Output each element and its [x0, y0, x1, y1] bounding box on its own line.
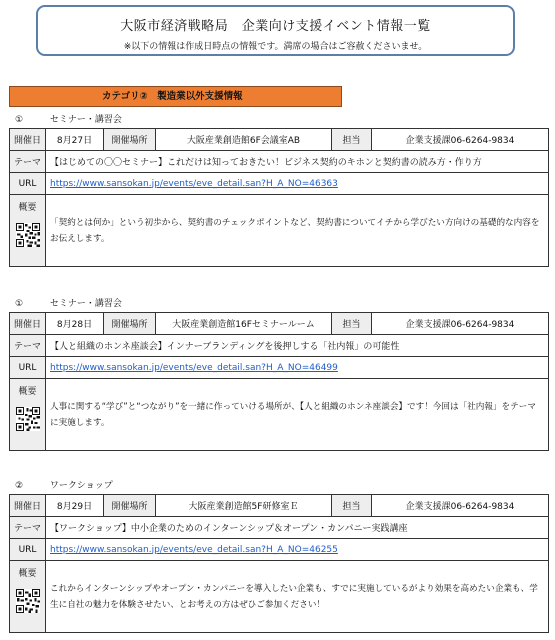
table-row [10, 313, 549, 335]
event-venue: 大阪産業創造館5F研修室Ｅ [156, 495, 332, 517]
table-row [10, 173, 549, 195]
event-url-link[interactable]: https://www.sansokan.jp/events/eve_detail.san?H_A_NO=46363 [50, 178, 338, 189]
event-card [9, 296, 549, 451]
event-date: 8月29日 [46, 495, 104, 517]
date-label: 開催日 [10, 495, 46, 517]
table-row [10, 129, 549, 151]
event-type: セミナー・講習会 [49, 115, 122, 125]
event-header [9, 112, 549, 128]
url-label: URL [10, 539, 46, 561]
event-venue: 大阪産業創造館16Fセミナールーム [156, 313, 332, 335]
table-row [10, 151, 549, 173]
date-label: 開催日 [10, 313, 46, 335]
event-type: セミナー・講習会 [49, 299, 122, 309]
venue-label: 開催場所 [104, 129, 156, 151]
event-date: 8月27日 [46, 129, 104, 151]
summary-label: 概要 [18, 569, 37, 579]
contact-label: 担当 [332, 495, 372, 517]
table-row [10, 539, 549, 561]
event-summary: これからインターンシップやオープン・カンパニーを導入したい企業も、すでに実施しているがより効果を高めたい企業も、学生に自社の魅力を体験させたい、とお考えの方はぜひご参加ください！ [46, 561, 549, 633]
event-header [9, 478, 549, 494]
event-table [9, 494, 549, 633]
table-row [10, 495, 549, 517]
event-theme: 【人と組織のホンネ座談会】インナーブランディングを後押しする「社内報」の可能性 [46, 335, 549, 357]
theme-label: テーマ [10, 335, 46, 357]
theme-label: テーマ [10, 151, 46, 173]
url-label: URL [10, 357, 46, 379]
contact-label: 担当 [332, 129, 372, 151]
event-table [9, 128, 549, 267]
table-row [10, 561, 549, 633]
event-header [9, 296, 549, 312]
table-row [10, 379, 549, 451]
event-theme: 【ワークショップ】中小企業のためのインターンシップ＆オープン・カンパニー実践講座 [46, 517, 549, 539]
theme-label: テーマ [10, 517, 46, 539]
event-card [9, 112, 549, 267]
url-label: URL [10, 173, 46, 195]
event-venue: 大阪産業創造館6F会議室AB [156, 129, 332, 151]
table-row [10, 335, 549, 357]
event-summary: 「契約とは何か」という初歩から、契約書のチェックポイントなど、契約書についてイチから学びたい方向けの基礎的な内容をお伝えします。 [46, 195, 549, 267]
summary-label: 概要 [18, 203, 37, 213]
event-theme: 【はじめての〇〇セミナー】これだけは知っておきたい！ビジネス契約のキホンと契約書の読み方・作り方 [46, 151, 549, 173]
qr-code-icon[interactable] [16, 223, 40, 247]
summary-label: 概要 [18, 387, 37, 397]
event-url-link[interactable]: https://www.sansokan.jp/events/eve_detail.san?H_A_NO=46255 [50, 544, 338, 555]
contact-label: 担当 [332, 313, 372, 335]
event-number: ① [15, 115, 24, 125]
page-title: 大阪市経済戦略局 企業向け支援イベント情報一覧 [120, 19, 431, 34]
event-contact: 企業支援課06-6264-9834 [372, 129, 549, 151]
date-label: 開催日 [10, 129, 46, 151]
table-row [10, 517, 549, 539]
category-bar: カテゴリ② 製造業以外支援情報 [9, 86, 342, 107]
event-date: 8月28日 [46, 313, 104, 335]
venue-label: 開催場所 [104, 313, 156, 335]
event-contact: 企業支援課06-6264-9834 [372, 495, 549, 517]
page-note: ※以下の情報は作成日時点の情報です。満席の場合はご容赦くださいませ。 [123, 42, 428, 52]
qr-code-icon[interactable] [16, 407, 40, 431]
event-type: ワークショップ [49, 481, 113, 491]
page-title-box [36, 5, 515, 56]
table-row [10, 195, 549, 267]
event-contact: 企業支援課06-6264-9834 [372, 313, 549, 335]
qr-code-icon[interactable] [16, 589, 40, 613]
event-table [9, 312, 549, 451]
event-card [9, 478, 549, 633]
event-number: ② [15, 481, 24, 491]
venue-label: 開催場所 [104, 495, 156, 517]
event-summary: 人事に関する“学び”と“つながり”を一緒に作っていける場所が、【人と組織のホンネ座談会】です！今回は「社内報」をテーマに実施します。 [46, 379, 549, 451]
event-number: ① [15, 299, 24, 309]
table-row [10, 357, 549, 379]
event-url-link[interactable]: https://www.sansokan.jp/events/eve_detail.san?H_A_NO=46499 [50, 362, 338, 373]
